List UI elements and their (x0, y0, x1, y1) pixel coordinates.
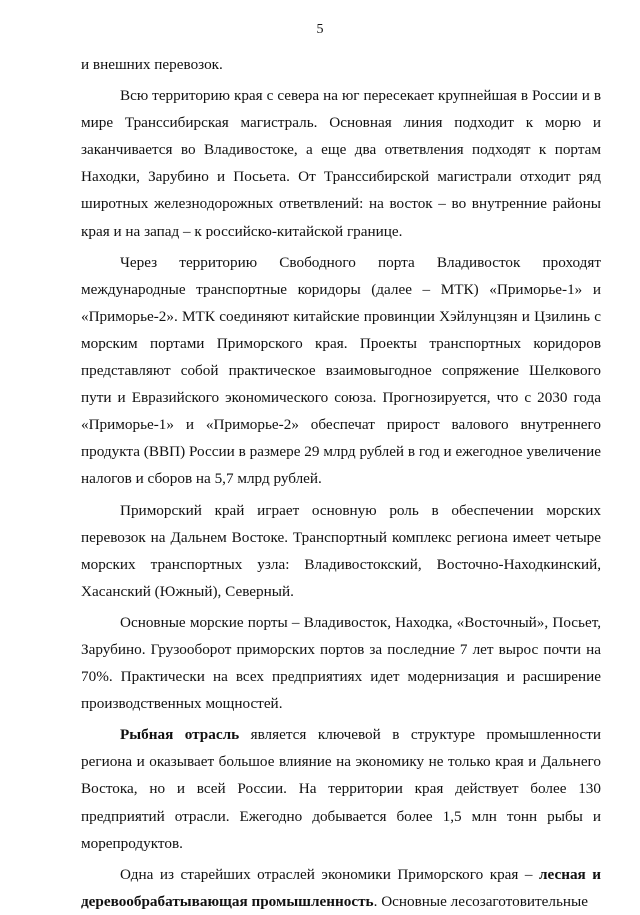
body-text (81, 51, 601, 915)
text-run: Основные морские порты – Владивосток, Находка, «Восточный», Посьет, Зарубино. Грузооборот приморских портов за последние 7 лет вырос почти на 70%. Практически на всех предприятиях идет модернизация и расширение производственных мощностей. (81, 613, 601, 713)
text-run: Одна из старейших отраслей экономики Приморского края – (120, 865, 539, 883)
paragraph-sea-ports (81, 609, 601, 717)
paragraph-fishing-industry (81, 721, 601, 856)
paragraph-forestry-industry (81, 861, 601, 915)
text-run: Через территорию Свободного порта Владивосток проходят международные транспортные коридоры (далее – МТК) «Приморье-1» и «Приморье-2». МТК соединяют китайские провинции Хэйлунцзян и Цзилинь с морским портами Приморского края. Проекты транспортных коридоров представляют собой практическое взаимовыгодное сопряжение Шелкового пути и Евразийского экономического союза. Прогнозируется, что с 2030 года «Приморье-1» и «Приморье-2» обеспечат прирост валового внутреннего продукта (ВВП) России в размере 29 млрд рублей в год и ежегодное увеличение налогов и сборов на 5,7 млрд рублей. (81, 253, 601, 488)
paragraph-transport-corridors (81, 249, 601, 493)
paragraph-transsib (81, 82, 601, 245)
text-run: является ключевой в структуре промышленности региона и оказывает большое влияние на экономику не только края и Дальнего Востока, но и всей России. На территории края действует более 130 предприятий отрасли. Ежегодно добывается более 1,5 млн тонн рыбы и морепродуктов. (81, 726, 601, 852)
paragraph-continuation (81, 51, 601, 78)
text-run: и внешних перевозок. (81, 56, 223, 73)
paragraph-sea-transport (81, 497, 601, 605)
bold-term: Рыбная отрасль (120, 726, 240, 744)
text-run: Приморский край играет основную роль в обеспечении морских перевозок на Дальнем Востоке. Транспортный комплекс региона имеет четыре морских транспортных узла: Владивостокский, Восточно-Находкинский, Хасанский (Южный), Северный. (81, 501, 601, 600)
page-number: 5 (316, 22, 324, 37)
text-run: Всю территорию края с севера на юг пересекает крупнейшая в России и в мире Транссибирская магистраль. Основная линия подходит к морю и заканчивается во Владивостоке, а еще два ответвления подходят к портам Находки, Зарубино и Посьета. От Транссибирской магистрали отходит ряд широтных железнодорожных ответвлений: на восток – во внутренние районы края и на запад – к российско-китайской границе. (81, 87, 601, 240)
bold-term: лесная и деревообрабатывающая промышленность (81, 865, 602, 910)
text-run: . Основные лесозаготовительные (373, 892, 588, 910)
